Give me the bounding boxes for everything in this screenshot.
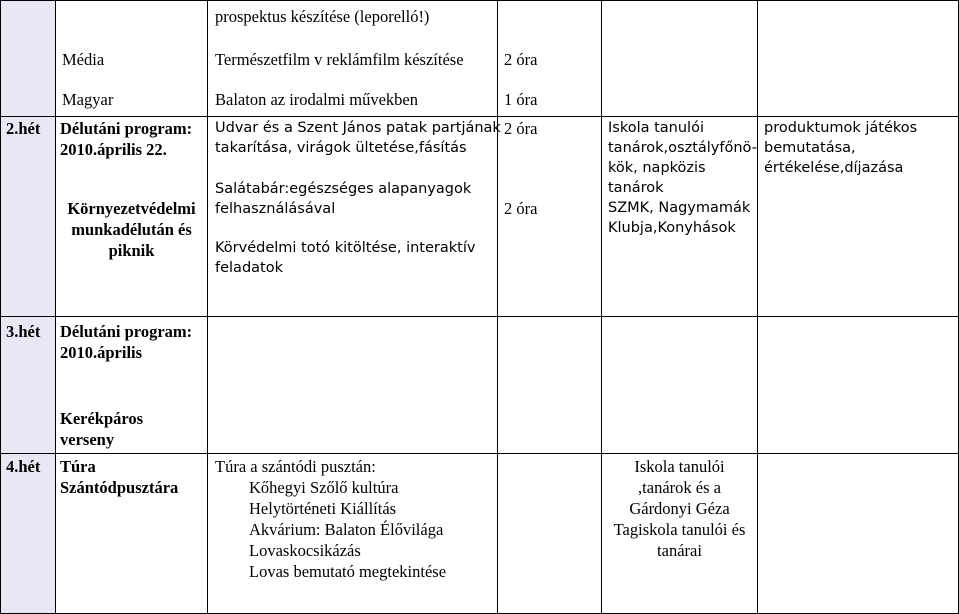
grid-line: [55, 0, 56, 614]
hours-cell: 1 óra: [504, 90, 538, 109]
activity-cell: Udvar és a Szent János patak partjának takarítása, virágok ültetése,fásítás: [215, 120, 501, 156]
subject-cell: Média: [62, 50, 105, 69]
week-label: 2.hét: [6, 119, 41, 138]
activity-cell: Balaton az irodalmi művekben: [215, 90, 418, 109]
activity-cell: Salátabár:egészséges alapanyagok felhasználásával: [215, 181, 472, 217]
activity-cell: Körvédelmi totó kitöltése, interaktív feladatok: [215, 240, 476, 276]
activity-cell: Túra a szántódi pusztán: Kőhegyi Szőlő kultúra Helytörténeti Kiállítás Akvárium: Balaton Élővilága Lovaskocsikázás Lovas bemutató megtekintése: [215, 457, 447, 581]
program-date: Délutáni program: 2010.április: [60, 322, 193, 362]
grid-line: [207, 0, 208, 614]
participants-cell: Iskola tanulói ,tanárok és a Gárdonyi Géza Tagiskola tanulói és tanárai: [613, 457, 746, 560]
grid-line: [0, 316, 959, 317]
week-column-shading: [0, 0, 55, 614]
week-label: 3.hét: [6, 322, 41, 341]
grid-line: [0, 0, 959, 1]
grid-line: [0, 453, 959, 454]
grid-line: [497, 0, 498, 614]
participants-cell: Iskola tanulói tanárok,osztályfőnö- kök, napközis tanárok SZMK, Nagymamák Klubja,Konyhások: [608, 120, 757, 236]
activity-cell: Természetfilm v reklámfilm készítése: [215, 50, 464, 69]
hours-cell: 2 óra: [504, 199, 538, 218]
grid-line: [0, 116, 959, 117]
event-title: Kerékpáros verseny: [60, 409, 144, 449]
subject-cell: Magyar: [62, 90, 114, 109]
activity-cell: prospektus készítése (leporelló!): [215, 7, 430, 26]
week-label: 4.hét: [6, 457, 41, 476]
hours-cell: 2 óra: [504, 50, 538, 69]
grid-line: [0, 0, 1, 614]
grid-line: [757, 0, 758, 614]
result-cell: produktumok játékos bemutatása, értékelése,díjazása: [764, 120, 918, 176]
program-date: Délutáni program: 2010.április 22.: [60, 119, 193, 159]
event-title: Környezetvédelmi munkadélután és piknik: [67, 199, 196, 260]
hours-cell: 2 óra: [504, 119, 538, 138]
event-title: Túra Szántódpusztára: [60, 457, 179, 497]
